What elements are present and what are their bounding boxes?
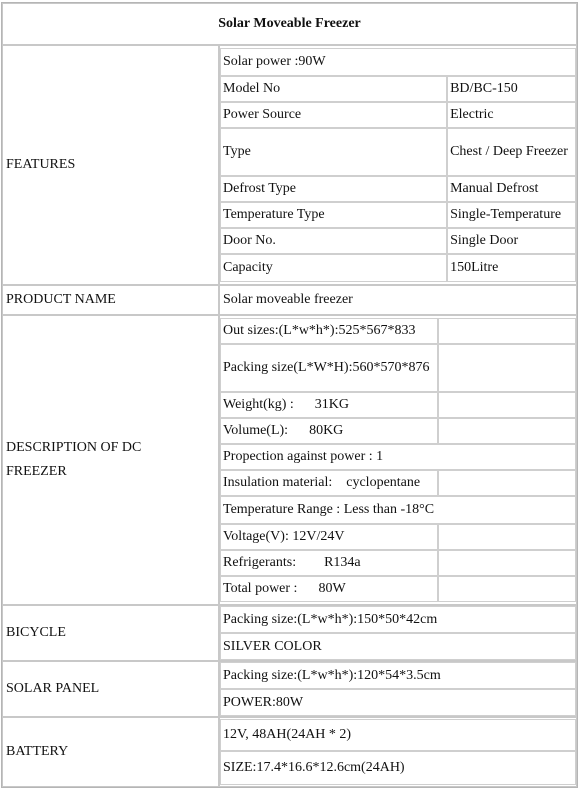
bicycle-value: Packing size:(L*w*h*):150*50*42cm — [220, 606, 576, 633]
battery-label: BATTERY — [2, 717, 219, 787]
solar-power-value: Solar power :90W — [220, 48, 576, 76]
feature-value: Single Door — [447, 228, 576, 254]
description-row — [220, 344, 576, 392]
description-row — [220, 418, 576, 444]
description-cell — [219, 315, 577, 605]
empty-cell — [438, 418, 576, 444]
description-value: Temperature Range : Less than -18°C — [220, 496, 576, 524]
sheet-title: Solar Moveable Freezer — [2, 3, 577, 45]
feature-row — [220, 228, 576, 254]
feature-value: 150Litre — [447, 254, 576, 282]
bicycle-section — [2, 605, 577, 661]
product-name-label: PRODUCT NAME — [2, 285, 219, 315]
description-section — [2, 315, 577, 605]
features-section — [2, 45, 577, 285]
description-row — [220, 524, 576, 550]
feature-row — [220, 254, 576, 282]
solar-panel-label: SOLAR PANEL — [2, 661, 219, 717]
description-label: DESCRIPTION OF DC FREEZER — [2, 315, 219, 605]
features-cell — [219, 45, 577, 285]
feature-key: Model No — [220, 76, 447, 102]
description-row — [220, 496, 576, 524]
features-table — [220, 48, 576, 282]
feature-value: Manual Defrost — [447, 176, 576, 202]
empty-cell — [438, 576, 576, 602]
title-row — [2, 3, 577, 45]
solar-panel-value: Packing size:(L*w*h*):120*54*3.5cm — [220, 662, 576, 689]
feature-key: Door No. — [220, 228, 447, 254]
feature-row — [220, 202, 576, 228]
battery-value: 12V, 48AH(24AH * 2) — [220, 719, 576, 751]
feature-row — [220, 176, 576, 202]
features-label: FEATURES — [2, 45, 219, 285]
bicycle-label: BICYCLE — [2, 605, 219, 661]
product-name-value: Solar moveable freezer — [219, 285, 577, 315]
description-row — [220, 470, 576, 496]
battery-value: SIZE:17.4*16.6*12.6cm(24AH) — [220, 751, 576, 785]
description-value: Packing size(L*W*H):560*570*876 — [220, 344, 438, 392]
description-row — [220, 550, 576, 576]
description-value: Weight(kg) : 31KG — [220, 392, 438, 418]
description-value: Refrigerants: R134a — [220, 550, 438, 576]
battery-cell — [219, 717, 577, 787]
feature-row — [220, 76, 576, 102]
description-value: Volume(L): 80KG — [220, 418, 438, 444]
description-value: Out sizes:(L*w*h*):525*567*833 — [220, 318, 438, 344]
description-value: Propection against power : 1 — [220, 444, 576, 470]
bicycle-value: SILVER COLOR — [220, 633, 576, 660]
empty-cell — [438, 524, 576, 550]
feature-key: Defrost Type — [220, 176, 447, 202]
empty-cell — [438, 318, 576, 344]
battery-row — [220, 719, 576, 751]
bicycle-row — [220, 633, 576, 660]
solar-panel-value: POWER:80W — [220, 689, 576, 716]
feature-value: BD/BC-150 — [447, 76, 576, 102]
solar-panel-row — [220, 662, 576, 689]
description-value: Insulation material: cyclopentane — [220, 470, 438, 496]
feature-row — [220, 102, 576, 128]
feature-value: Electric — [447, 102, 576, 128]
description-value: Total power : 80W — [220, 576, 438, 602]
description-row — [220, 444, 576, 470]
feature-value: Chest / Deep Freezer — [447, 128, 576, 176]
feature-key: Temperature Type — [220, 202, 447, 228]
feature-key: Power Source — [220, 102, 447, 128]
empty-cell — [438, 344, 576, 392]
empty-cell — [438, 550, 576, 576]
solar-panel-cell — [219, 661, 577, 717]
feature-row — [220, 128, 576, 176]
bicycle-row — [220, 606, 576, 633]
description-row — [220, 576, 576, 602]
bicycle-table — [220, 606, 576, 660]
battery-table — [220, 719, 576, 785]
product-name-section — [2, 285, 577, 315]
battery-row — [220, 751, 576, 785]
feature-row — [220, 48, 576, 76]
solar-panel-table — [220, 662, 576, 716]
battery-section — [2, 717, 577, 787]
empty-cell — [438, 470, 576, 496]
description-table — [220, 318, 576, 602]
feature-value: Single-Temperature — [447, 202, 576, 228]
description-value: Voltage(V): 12V/24V — [220, 524, 438, 550]
feature-key: Capacity — [220, 254, 447, 282]
bicycle-cell — [219, 605, 577, 661]
solar-panel-section — [2, 661, 577, 717]
feature-key: Type — [220, 128, 447, 176]
description-row — [220, 318, 576, 344]
empty-cell — [438, 392, 576, 418]
spec-table — [1, 2, 578, 788]
solar-panel-row — [220, 689, 576, 716]
description-row — [220, 392, 576, 418]
